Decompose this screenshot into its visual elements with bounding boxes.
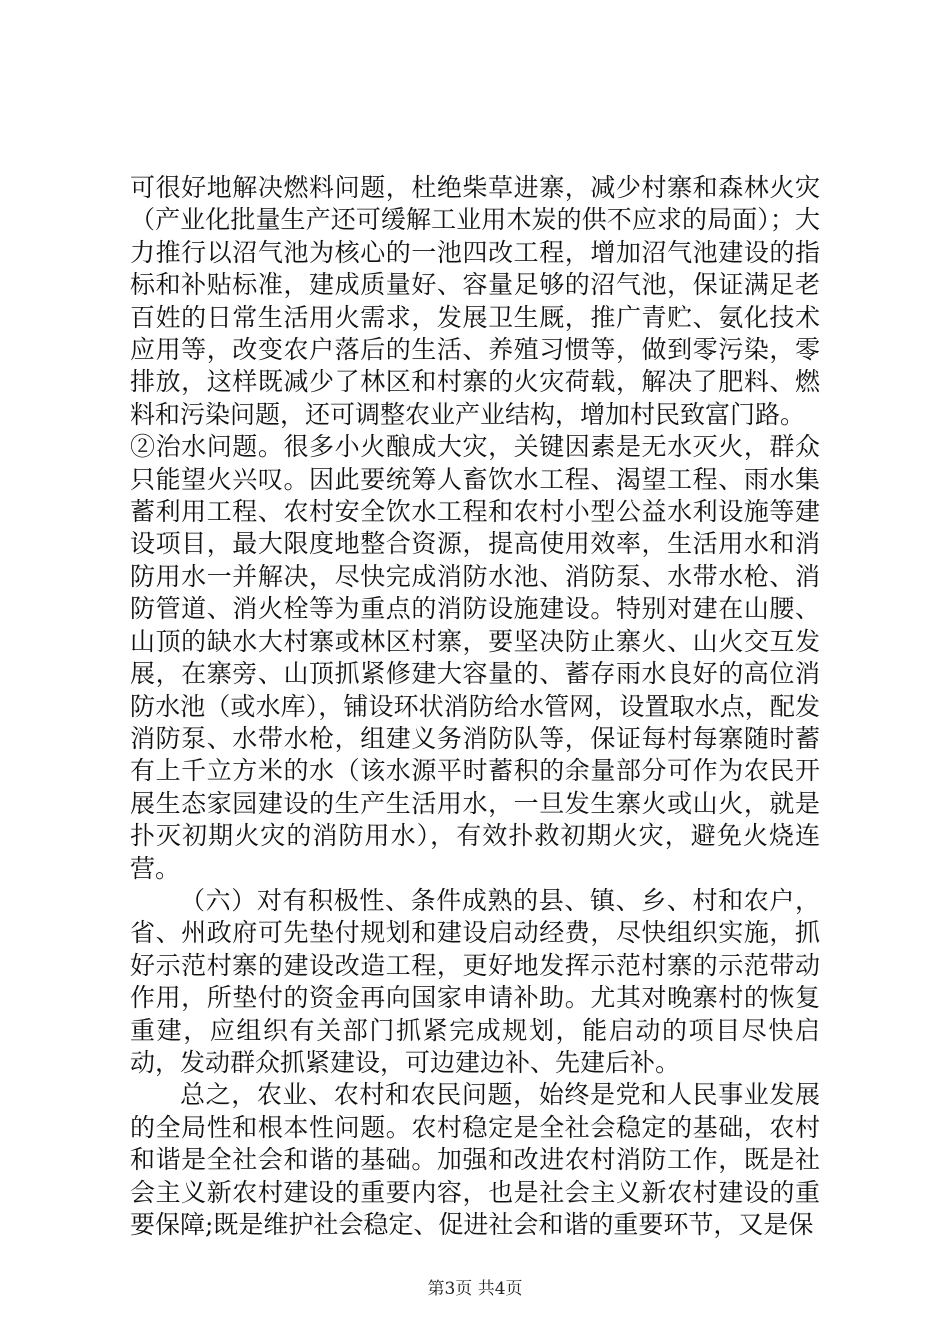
document-body (130, 172, 820, 1241)
paragraph-six: （六）对有积极性、条件成熟的县、镇、乡、村和农户，省、州政府可先垫付规划和建设启动经费，尽快组织实施，抓好示范村寨的建设改造工程，更好地发挥示范村寨的示范带动作用，所垫付的资金再向国家申请补助。尤其对晚寨村的恢复重建，应组织有关部门抓紧完成规划，能启动的项目尽快启动，发动群众抓紧建设，可边建边补、先建后补。 (130, 885, 820, 1077)
page-number-footer: 第3页 共4页 (427, 1279, 523, 1299)
paragraph-summary: 总之，农业、农村和农民问题，始终是党和人民事业发展的全局性和根本性问题。农村稳定是全社会稳定的基础，农村和谐是全社会和谐的基础。加强和改进农村消防工作，既是社会主义新农村建设的重要内容，也是社会主义新农村建设的重要保障;既是维护社会稳定、促进社会和谐的重要环节，又是保 (130, 1080, 820, 1239)
paragraph-water: ②治水问题。很多小火酿成大灾，关键因素是无水灭火，群众只能望火兴叹。因此要统筹人畜饮水工程、渴望工程、雨水集蓄利用工程、农村安全饮水工程和农村小型公益水利设施等建设项目，最大限度地整合资源，提高使用效率，生活用水和消防用水一并解决，尽快完成消防水池、消防泵、水带水枪、消防管道、消火栓等为重点的消防设施建设。特别对建在山腰、山顶的缺水大村寨或林区村寨，要坚决防止寨火、山火交互发展，在寨旁、山顶抓紧修建大容量的、蓄存雨水良好的高位消防水池（或水库），铺设环状消防给水管网，设置取水点，配发消防泵、水带水枪，组建义务消防队等，保证每村每寨随时蓄有上千立方米的水（该水源平时蓄积的余量部分可作为农民开展生态家园建设的生产生活用水，一旦发生寨火或山火，就是扑灭初期火灾的消防用水），有效扑救初期火灾，避免火烧连营。 (130, 432, 820, 883)
paragraph-fuel: 可很好地解决燃料问题，杜绝柴草进寨，减少村寨和森林火灾（产业化批量生产还可缓解工业用木炭的供不应求的局面）；大力推行以沼气池为核心的一池四改工程，增加沼气池建设的指标和补贴标准，建成质量好、容量足够的沼气池，保证满足老百姓的日常生活用火需求，发展卫生厩，推广青贮、氨化技术应用等，改变农户落后的生活、养殖习惯等，做到零污染，零排放，这样既减少了林区和村寨的火灾荷载，解决了肥料、燃料和污染问题，还可调整农业产业结构，增加村民致富门路。 (130, 173, 820, 429)
